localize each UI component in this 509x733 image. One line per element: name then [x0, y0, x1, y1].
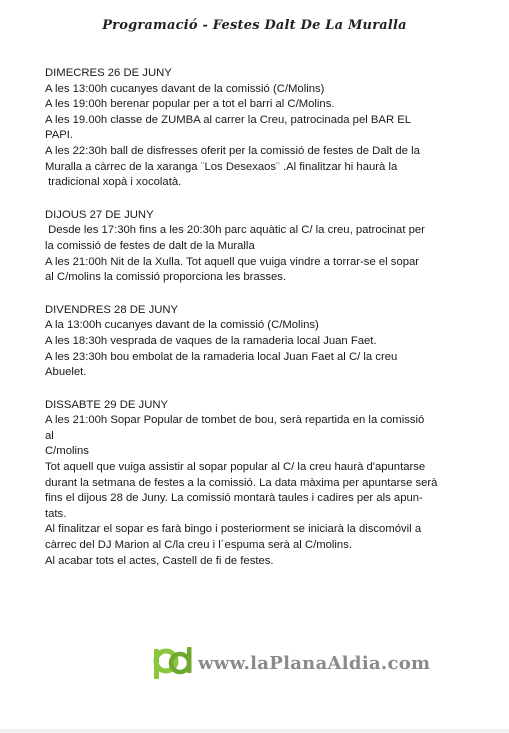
section-heading: DIJOUS 27 DE JUNY: [45, 208, 154, 221]
program-line: tats.: [45, 507, 67, 520]
program-line: Al finalitzar el sopar es farà bingo i posteriorment se iniciarà la discomóvil a: [45, 523, 422, 536]
program-line: fins el dijous 28 de Juny. La comissió montarà taules i cadires per als apun-: [45, 492, 423, 505]
page-bottom-edge: [0, 729, 509, 733]
program-line: A les 23:30h bou embolat de la ramaderia local Juan Faet al C/ la creu: [45, 350, 398, 363]
program-line: A les 13:00h cucanyes davant de la comissió (C/Molins): [45, 82, 325, 95]
program-line: al C/molins la comissió proporciona les brasses.: [45, 271, 287, 284]
program-line: A les 18:30h vesprada de vaques de la ramaderia local Juan Faet.: [45, 334, 377, 347]
program-line: Desde les 17:30h fins a les 20:30h parc aquàtic al C/ la creu, patrocinat per: [45, 224, 425, 237]
section-heading: DIMECRES 26 DE JUNY: [45, 67, 172, 79]
program-content: [45, 66, 470, 586]
program-line: A les 21:00h Nit de la Xulla. Tot aquell que vuiga vindre a torrar-se el sopar: [45, 255, 420, 268]
program-line: Al acabar tots el actes, Castell de fi de festes.: [45, 554, 274, 567]
document-title: Programació - Festes Dalt De La Muralla: [102, 18, 407, 33]
section-dimecres: [45, 66, 470, 191]
program-line: al: [45, 429, 54, 442]
program-line: C/molins: [45, 445, 89, 458]
section-dissabte: [45, 398, 470, 570]
program-line: Tot aquell que vuiga assistir al sopar popular al C/ la creu haurà d'apuntarse: [45, 461, 426, 474]
program-line: Abuelet.: [45, 366, 87, 379]
section-dijous: [45, 208, 470, 286]
watermark-text: www.laPlanaAldia.com: [198, 652, 431, 674]
program-line: la comissió de festes de dalt de la Muralla: [45, 239, 255, 252]
program-line: PAPI.: [45, 129, 74, 142]
program-line: A les 19:00h berenar popular per a tot el barri al C/Molins.: [45, 98, 335, 111]
watermark-logo: [152, 645, 431, 681]
program-line: A les 19.00h classe de ZUMBA al carrer la Creu, patrocinada pel BAR EL: [45, 113, 412, 126]
program-line: càrrec del DJ Marion al C/la creu i l´espuma serà al C/molins.: [45, 539, 353, 552]
pd-logo-icon: [152, 645, 196, 681]
program-line: A les 22:30h ball de disfresses oferit per la comissió de festes de Dalt de la: [45, 144, 420, 157]
section-heading: DISSABTE 29 DE JUNY: [45, 398, 169, 411]
program-line: A les 21:00h Sopar Popular de tombet de bou, serà repartida en la comissió: [45, 414, 425, 427]
program-line: tradicional xopà i xocolatà.: [45, 176, 182, 189]
program-line: A la 13:00h cucanyes davant de la comissió (C/Molins): [45, 319, 319, 332]
program-line: Muralla a càrrec de la xaranga ¨Los Desexaos¨ .Al finalitzar hi haurà la: [45, 160, 398, 173]
program-line: durant la setmana de festes a la comissió. La data màxima per apuntarse serà: [45, 476, 438, 489]
section-heading: DIVENDRES 28 DE JUNY: [45, 303, 179, 316]
section-divendres: [45, 303, 470, 381]
